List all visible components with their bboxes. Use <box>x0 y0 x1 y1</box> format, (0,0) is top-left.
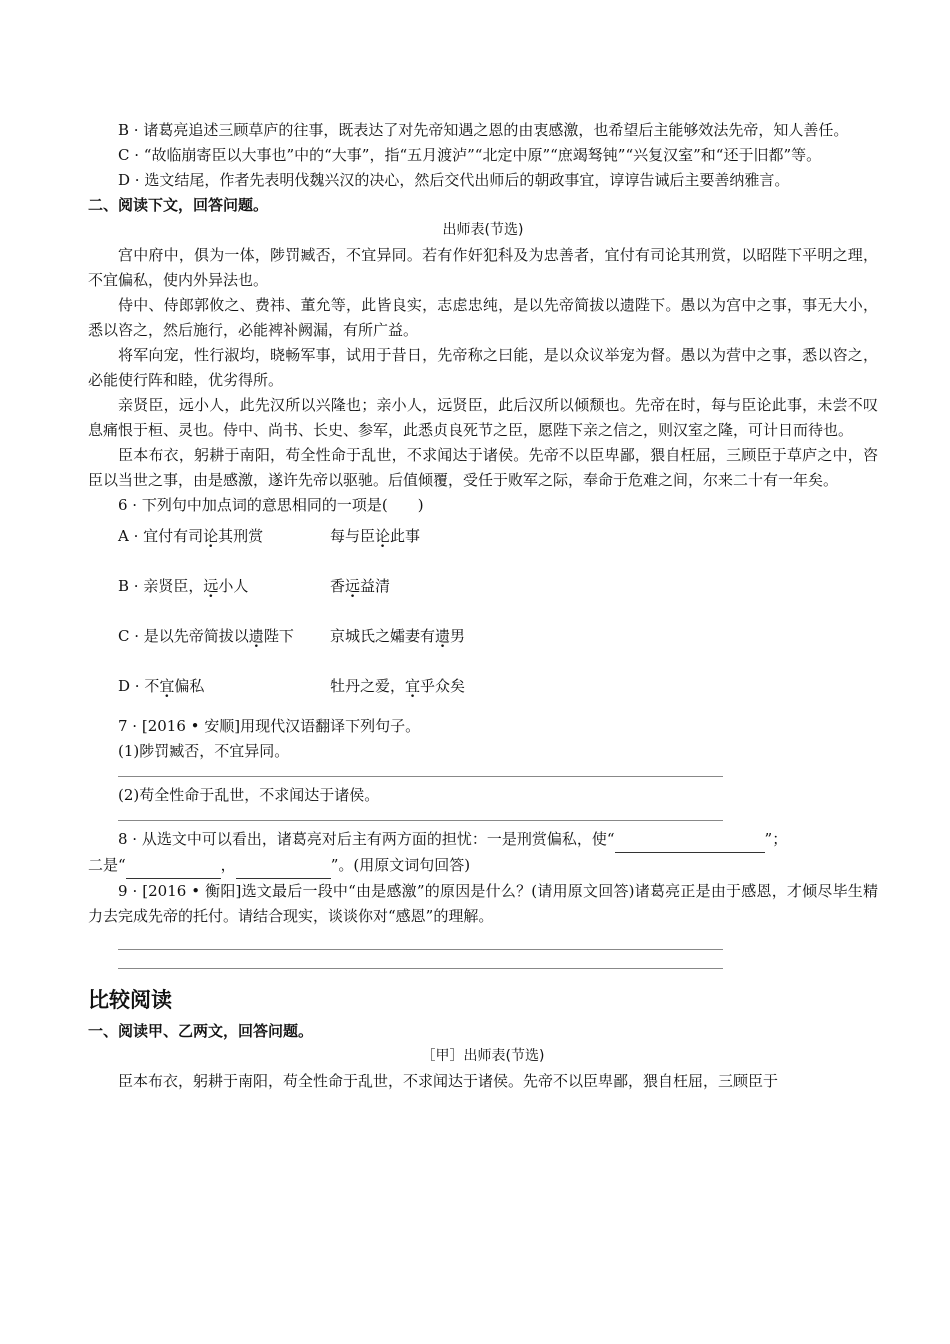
option-text: 其刑赏 <box>218 527 264 545</box>
answer-blank[interactable] <box>615 827 765 853</box>
option-text: 乎众矣 <box>420 677 466 695</box>
dotted-word: 遗 <box>435 627 451 645</box>
section-heading: 比较阅读 <box>88 988 172 1012</box>
option-b-prev: B · 诸葛亮追述三顾草庐的往事，既表达了对先帝知遇之恩的由衷感激，也希望后主能够效法先帝，知人善任。 <box>118 121 849 139</box>
option-letter: B · <box>118 577 144 595</box>
compare-paragraph: 臣本布衣，躬耕于南阳，苟全性命于乱世，不求闻达于诸侯。先帝不以臣卑鄙，猥自枉屈，三顾臣于 <box>118 1072 779 1090</box>
option-text: 亲贤臣， <box>143 577 204 595</box>
option-text: 宜付有司 <box>143 527 204 545</box>
passage-paragraph: 宫中府中，俱为一体，陟罚臧否，不宜异同。若有作奸犯科及为忠善者，宜付有司论其刑赏，以昭陛下平明之理，不宜偏私，使内外异法也。 <box>88 246 878 289</box>
dotted-word: 宜 <box>159 677 175 695</box>
option-d-prev: D · 选文结尾，作者先表明伐魏兴汉的决心，然后交代出师后的朝政事宜，谆谆告诫后主要善纳雅言。 <box>118 171 790 189</box>
answer-line[interactable] <box>118 808 723 821</box>
question-6-option-c <box>88 624 878 674</box>
option-text: 偏私 <box>174 677 205 695</box>
dotted-word: 远 <box>345 577 361 595</box>
option-letter: D · <box>118 677 145 695</box>
passage-paragraph: 侍中、侍郎郭攸之、费祎、董允等，此皆良实，志虑忠纯，是以先帝简拔以遗陛下。愚以为宫中之事，事无大小，悉以咨之，然后施行，必能裨补阙漏，有所广益。 <box>88 296 878 339</box>
option-letter: C · <box>118 627 144 645</box>
question-7-stem: 7 · [2016 • 安顺]用现代汉语翻译下列句子。 <box>118 717 421 735</box>
option-text: 每与臣 <box>330 527 376 545</box>
answer-blank[interactable] <box>126 853 221 879</box>
option-text: 香 <box>330 577 346 595</box>
document-page <box>88 118 878 1094</box>
passage-paragraph: 亲贤臣，远小人，此先汉所以兴隆也；亲小人，远贤臣，此后汉所以倾颓也。先帝在时，每与臣论此事，未尝不叹息痛恨于桓、灵也。侍中、尚书、长史、参军，此悉贞良死节之臣，愿陛下亲之信之，则汉室之隆，可计日而待也。 <box>88 396 878 439</box>
option-letter: A · <box>118 527 144 545</box>
question-6-option-d <box>88 674 878 714</box>
dotted-word: 遗 <box>248 627 264 645</box>
question-8-text: 8 · 从选文中可以看出，诸葛亮对后主有两方面的担忧：一是刑赏偏私，使“ <box>118 830 615 848</box>
passage-paragraph: 将军向宠，性行淑均，晓畅军事，试用于昔日，先帝称之曰能，是以众议举宠为督。愚以为营中之事，悉以咨之，必能使行阵和睦，优劣得所。 <box>88 346 878 389</box>
question-8-text: ， <box>220 856 236 874</box>
passage-title: 出师表(节选) <box>442 222 524 238</box>
question-7-sentence-2: (2)苟全性命于乱世，不求闻达于诸侯。 <box>118 786 380 804</box>
question-8-text: ”； <box>764 830 788 848</box>
option-c-prev: C · “故临崩寄臣以大事也”中的“大事”，指“五月渡泸”“北定中原”“庶竭驽钝”“兴复汉室”和“还于旧都”等。 <box>118 146 822 164</box>
question-6-stem: 6 · 下列句中加点词的意思相同的一项是( ) <box>118 496 424 514</box>
dotted-word: 论 <box>375 527 391 545</box>
dotted-word: 论 <box>203 527 219 545</box>
question-9: 9 · [2016 • 衡阳]选文最后一段中“由是感激”的原因是什么？(请用原文回答)诸葛亮正是由于感恩，才倾尽毕生精力去完成先帝的托付。请结合现实，谈谈你对“感恩”的理解。 <box>88 882 878 925</box>
question-8-text: 二是“ <box>88 856 126 874</box>
option-text: 是以先帝简拔以 <box>143 627 249 645</box>
answer-line[interactable] <box>118 937 723 950</box>
option-text: 此事 <box>390 527 421 545</box>
answer-line[interactable] <box>118 956 723 969</box>
option-text: 京城氏之孀妻有 <box>330 627 436 645</box>
compare-title: ［甲］出师表(节选) <box>421 1048 545 1064</box>
part2-heading: 二、阅读下文，回答问题。 <box>88 196 269 214</box>
option-text: 小人 <box>218 577 249 595</box>
compare-heading: 一、阅读甲、乙两文，回答问题。 <box>88 1022 314 1040</box>
question-8-text: ”。(用原文词句回答) <box>330 856 471 874</box>
option-text: 男 <box>450 627 466 645</box>
answer-line[interactable] <box>118 764 723 777</box>
answer-blank[interactable] <box>236 853 331 879</box>
question-8 <box>88 827 878 853</box>
option-text: 陛下 <box>263 627 294 645</box>
passage-paragraph: 臣本布衣，躬耕于南阳，苟全性命于乱世，不求闻达于诸侯。先帝不以臣卑鄙，猥自枉屈，三顾臣于草庐之中，咨臣以当世之事，由是感激，遂许先帝以驱驰。后值倾覆，受任于败军之际，奉命于危难之间，尔来二十有一年矣。 <box>88 446 878 489</box>
question-7-sentence-1: (1)陟罚臧否，不宜异同。 <box>118 742 290 760</box>
question-6-option-b <box>88 574 878 624</box>
question-6-option-a <box>88 524 878 574</box>
option-text: 不 <box>144 677 160 695</box>
dotted-word: 宜 <box>405 677 421 695</box>
option-text: 益清 <box>360 577 391 595</box>
dotted-word: 远 <box>203 577 219 595</box>
question-8-continued <box>88 853 878 879</box>
option-text: 牡丹之爱， <box>330 677 406 695</box>
